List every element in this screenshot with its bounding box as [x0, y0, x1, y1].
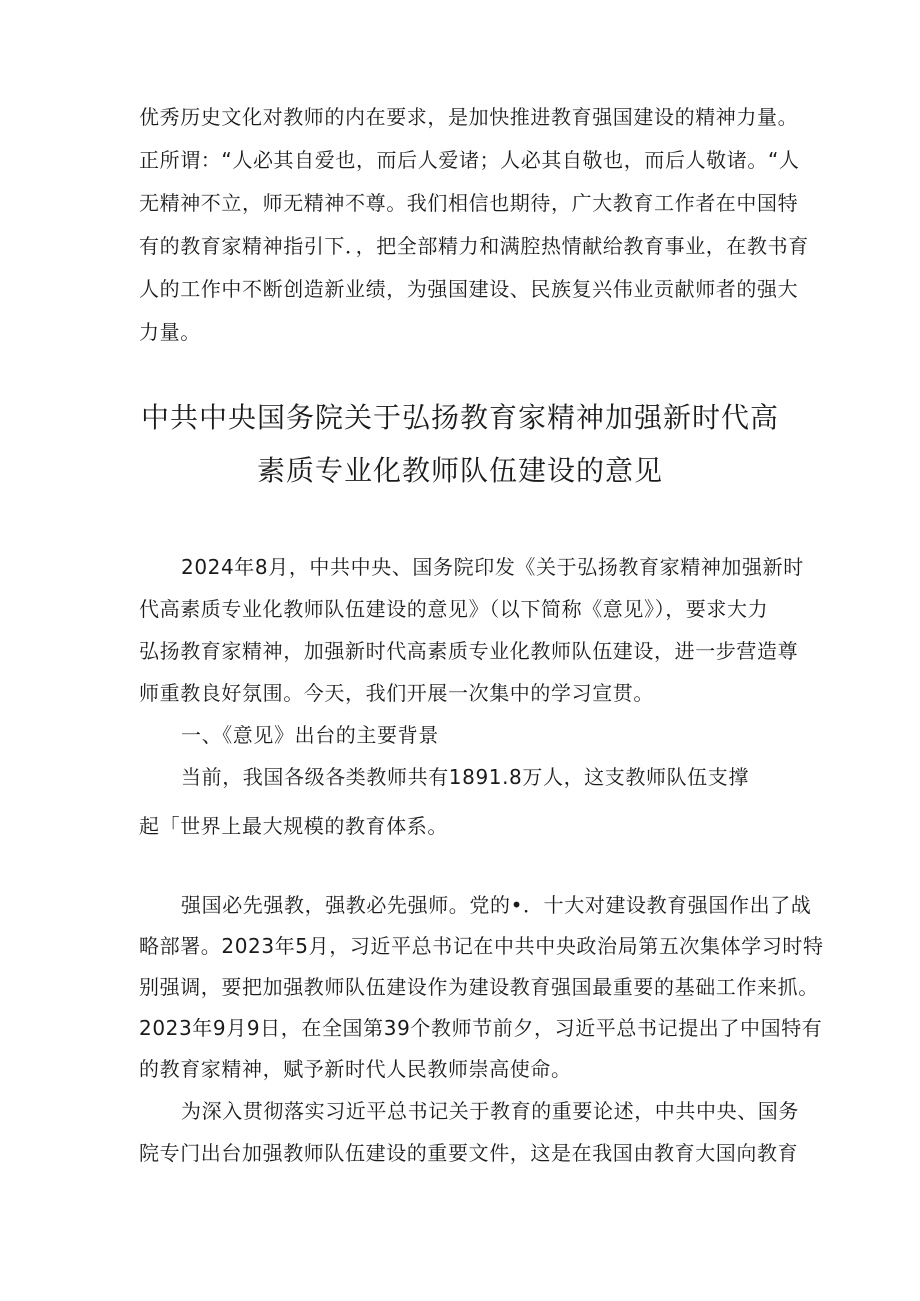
title-line: 素质专业化教师队伍建设的意见 — [256, 454, 663, 487]
text-line: 代高素质专业化教师队伍建设的意见》（以下简称《意见》），要求大力 — [139, 597, 769, 621]
text-line: 无精神不立，师无精神不尊。我们相信也期待，广大教育工作者在中国特 — [139, 191, 799, 215]
text-line: 2023年9月9日，在全国第39个教师节前夕，习近平总书记提出了中国特有 — [139, 1016, 823, 1040]
text-line: 师重教良好氛围。今天，我们开展一次集中的学习宣贯。 — [139, 681, 654, 705]
section-heading: 一、《意见》出台的主要背景 — [181, 723, 439, 747]
text-line: 当前，我国各级各类教师共有1891.8万人，这支教师队伍支撑 — [181, 765, 749, 789]
text-line: 有的教育家精神指引下．，把全部精力和满腔热情献给教育事业，在教书育 — [139, 234, 809, 258]
text-line: 强国必先强教，强教必先强师。党的•．十大对建设教育强国作出了战 — [181, 893, 812, 917]
text-line: 别强调，要把加强教师队伍建设作为建设教育强国最重要的基础工作来抓。 — [139, 975, 819, 999]
text-line: 院专门出台加强教师队伍建设的重要文件，这是在我国由教育大国向教育 — [139, 1141, 799, 1165]
text-line: 力量。 — [139, 320, 201, 344]
text-line: 为深入贯彻落实习近平总书记关于教育的重要论述，中共中央、国务 — [181, 1099, 799, 1123]
text-line: 弘扬教育家精神，加强新时代高素质专业化教师队伍建设，进一步营造尊 — [139, 639, 799, 663]
text-line: 优秀历史文化对教师的内在要求，是加快推进教育强国建设的精神力量。 — [139, 105, 799, 129]
text-line: 起「世界上最大规模的教育体系。 — [139, 814, 448, 838]
text-line: 人的工作中不断创造新业绩，为强国建设、民族复兴伟业贡献师者的强大 — [139, 277, 799, 301]
text-line: 略部署。2023年5月，习近平总书记在中共中央政治局第五次集体学习时特 — [139, 934, 824, 958]
text-line: 2024年8月，中共中央、国务院印发《关于弘扬教育家精神加强新时 — [181, 555, 804, 579]
text-line: 正所谓：“人必其自爱也，而后人爱诸；人必其自敬也，而后人敬诸。“人 — [139, 148, 800, 172]
title-line: 中共中央国务院关于弘扬教育家精神加强新时代高 — [140, 401, 779, 434]
text-line: 的教育家精神，赋予新时代人民教师崇高使命。 — [139, 1057, 572, 1081]
